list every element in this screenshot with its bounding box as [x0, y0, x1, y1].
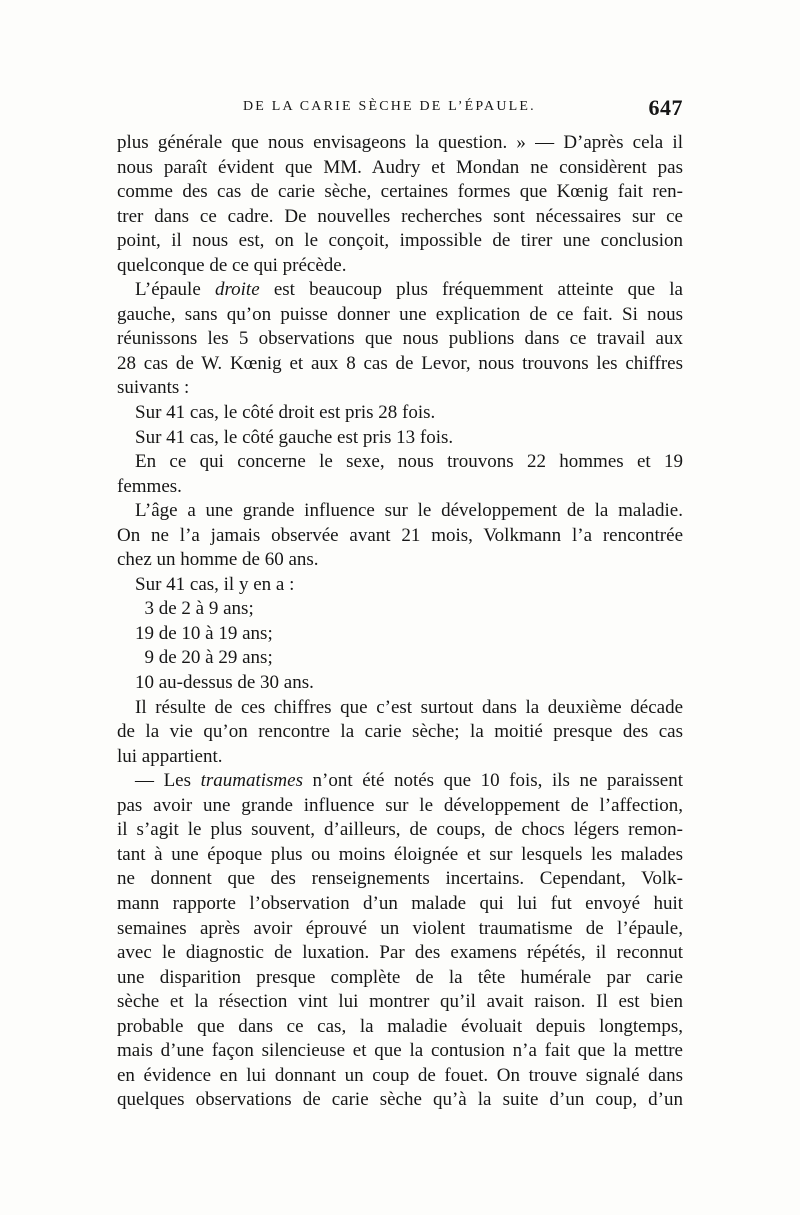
line-text: de la vie qu’on rencontre la carie sèche; la moitié presque des cas — [117, 721, 683, 743]
text-line — [117, 696, 683, 721]
line-text: point, il nous est, on le conçoit, impossible de tirer une conclusion — [117, 230, 683, 252]
case-count: 10 — [135, 672, 154, 694]
line-text: est beaucoup plus fréquemment atteinte que la — [259, 279, 683, 301]
text-line — [117, 794, 683, 819]
text-line — [117, 892, 683, 917]
text-line — [117, 720, 683, 745]
line-text: Sur 41 cas, il y en a : — [135, 573, 295, 595]
line-text: Sur 41 cas, le côté gauche est pris 13 fois. — [135, 426, 454, 448]
text-line — [117, 1088, 683, 1113]
list-item — [117, 671, 683, 696]
line-text: sèche et la résection vint lui montrer qu’il avait raison. Il est bien — [117, 991, 683, 1013]
line-text: réunissons les 5 observations que nous publions dans ce travail aux — [117, 328, 683, 350]
text-line — [117, 327, 683, 352]
paragraph — [117, 426, 683, 451]
line-text: Il résulte de ces chiffres que c’est surtout dans la deuxième décade — [135, 696, 683, 718]
age-list — [117, 597, 683, 695]
text-line — [117, 573, 683, 598]
line-text: pas avoir une grande influence sur le développement de l’affection, — [117, 794, 683, 816]
line-text: suivants : — [117, 377, 190, 399]
line-text: n’ont été notés que 10 fois, ils ne paraissent — [302, 770, 683, 792]
line-text: comme des cas de carie sèche, certaines formes que Kœnig fait ren- — [117, 181, 683, 203]
line-text: quelques observations de carie sèche qu’à la suite d’un coup, d’un — [117, 1089, 683, 1111]
paragraph — [117, 499, 683, 573]
text-line — [117, 450, 683, 475]
line-text: gauche, sans qu’on puisse donner une explication de ce fait. Si nous — [117, 303, 683, 325]
age-range: de 2 à 9 ans; — [158, 598, 254, 620]
text-line — [117, 475, 683, 500]
age-range: de 20 à 29 ans; — [158, 647, 273, 669]
emphasized-word: traumatismes — [200, 770, 303, 792]
paragraph — [117, 450, 683, 499]
text-line — [117, 352, 683, 377]
age-range: de 10 à 19 ans; — [158, 622, 273, 644]
paragraph — [117, 401, 683, 426]
paragraph — [117, 696, 683, 770]
line-text: il s’agit le plus souvent, d’ailleurs, de coups, de chocs légers remon- — [117, 819, 683, 841]
running-title: DE LA CARIE SÈCHE DE L’ÉPAULE. — [243, 99, 536, 114]
case-count: 9 — [144, 647, 154, 669]
line-text: quelconque de ce qui précède. — [117, 254, 347, 276]
text-line — [117, 254, 683, 279]
list-item — [117, 646, 683, 671]
line-text: en évidence en lui donnant un coup de fouet. On trouve signalé dans — [117, 1064, 683, 1086]
list-item — [117, 622, 683, 647]
line-text: — Les — [135, 770, 201, 792]
text-line — [117, 1064, 683, 1089]
paragraph — [117, 769, 683, 1113]
text-line — [117, 818, 683, 843]
line-text: L’âge a une grande influence sur le développement de la maladie. — [135, 500, 683, 522]
text-line — [117, 524, 683, 549]
text-line — [117, 769, 683, 794]
line-text: chez un homme de 60 ans. — [117, 549, 319, 571]
line-text: trer dans ce cadre. De nouvelles recherches sont nécessaires sur ce — [117, 205, 683, 227]
text-line — [117, 131, 683, 156]
paragraph — [117, 131, 683, 278]
text-line — [117, 867, 683, 892]
line-text: tant à une époque plus ou moins éloignée et sur lesquels les malades — [117, 843, 683, 865]
text-line — [117, 990, 683, 1015]
text-line — [117, 205, 683, 230]
text-line — [117, 941, 683, 966]
line-text: ne donnent que des renseignements incertains. Cependant, Volk- — [117, 868, 683, 890]
case-count: 19 — [135, 622, 154, 644]
text-line — [117, 401, 683, 426]
line-text: nous paraît évident que MM. Audry et Mondan ne considèrent pas — [117, 156, 683, 178]
line-text: Sur 41 cas, le côté droit est pris 28 fois. — [135, 402, 436, 424]
text-line — [117, 843, 683, 868]
text-line — [117, 426, 683, 451]
line-text: avec le diagnostic de luxation. Par des examens répétés, il reconnut — [117, 942, 683, 964]
paragraph — [117, 278, 683, 401]
line-text: En ce qui concerne le sexe, nous trouvons 22 hommes et 19 — [135, 451, 683, 473]
emphasized-word: droite — [214, 279, 260, 301]
line-text: une disparition presque complète de la tête humérale par carie — [117, 966, 683, 988]
text-line — [117, 229, 683, 254]
case-count: 3 — [144, 598, 154, 620]
line-text: On ne l’a jamais observée avant 21 mois, Volkmann l’a rencontrée — [117, 524, 683, 546]
text-line — [117, 917, 683, 942]
page-number: 647 — [648, 95, 683, 120]
text-line — [117, 303, 683, 328]
line-text: femmes. — [117, 475, 182, 497]
text-line — [117, 1039, 683, 1064]
line-text: L’épaule — [135, 279, 215, 301]
text-line — [117, 499, 683, 524]
text-line — [117, 745, 683, 770]
line-text: mais d’une façon silencieuse et que la contusion n’a fait que la mettre — [117, 1040, 683, 1062]
list-item — [117, 597, 683, 622]
body-text — [117, 131, 683, 1113]
text-line — [117, 966, 683, 991]
text-line — [117, 156, 683, 181]
line-text: semaines après avoir éprouvé un violent traumatisme de l’épaule, — [117, 917, 683, 939]
paragraph — [117, 573, 683, 598]
line-text: probable que dans ce cas, la maladie évoluait depuis longtemps, — [117, 1015, 683, 1037]
line-text: lui appartient. — [117, 745, 223, 767]
text-line — [117, 376, 683, 401]
text-line — [117, 278, 683, 303]
line-text: 28 cas de W. Kœnig et aux 8 cas de Levor, nous trouvons les chiffres — [117, 352, 683, 374]
text-line — [117, 180, 683, 205]
line-text: plus générale que nous envisageons la question. » — D’après cela il — [117, 132, 683, 153]
text-line — [117, 548, 683, 573]
text-line — [117, 1015, 683, 1040]
age-range: au-dessus de 30 ans. — [158, 672, 314, 694]
line-text: mann rapporte l’observation d’un malade qui lui fut envoyé huit — [117, 892, 683, 914]
